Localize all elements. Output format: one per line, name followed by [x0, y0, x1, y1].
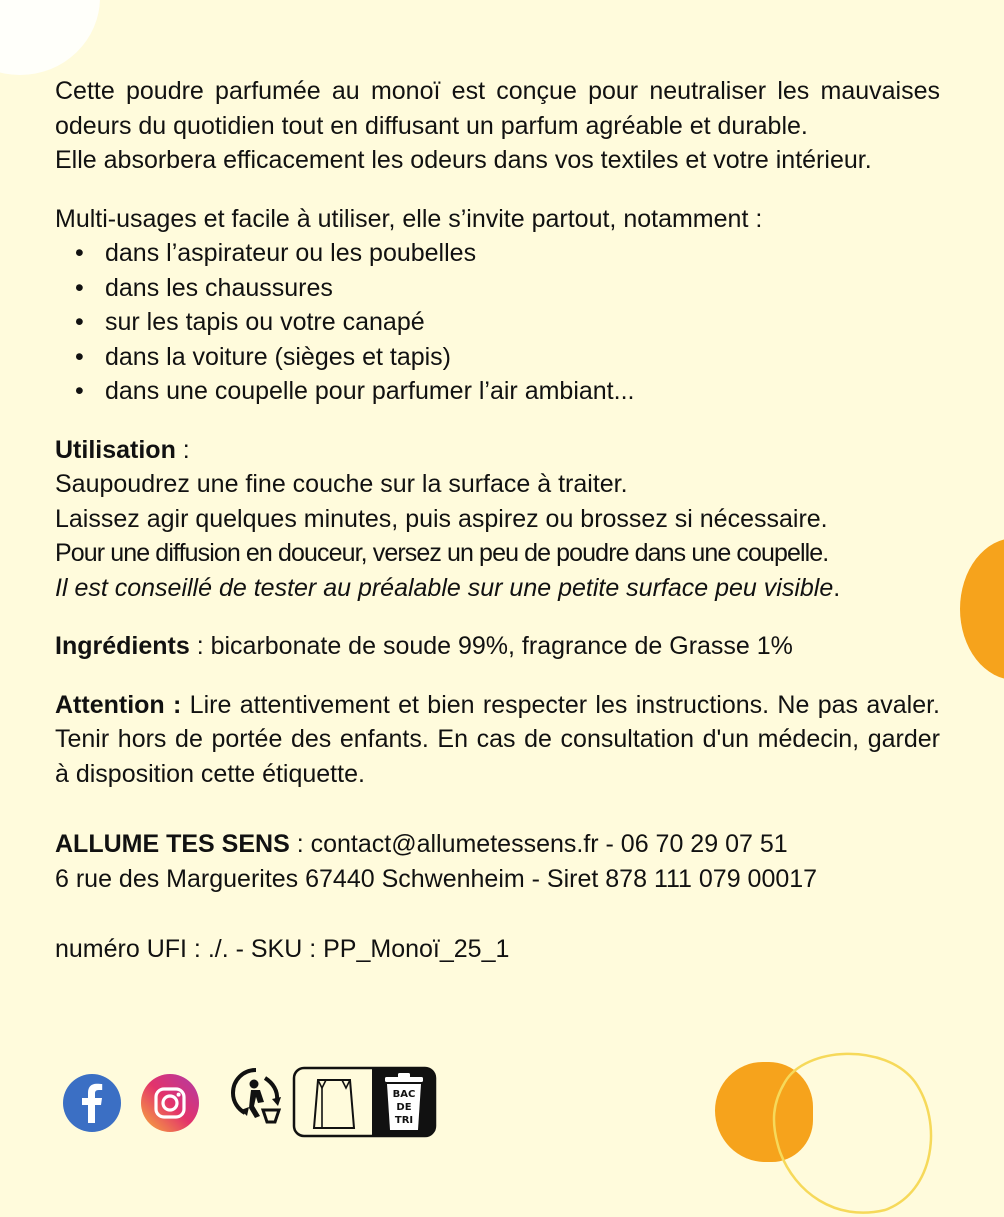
- utilisation-heading: [55, 433, 940, 468]
- company-contact-text: : contact@allumetessens.fr - 06 70 29 07 51: [289, 830, 788, 858]
- instagram-icon[interactable]: [140, 1073, 200, 1133]
- intro-paragraph-2: Elle absorbera efficacement les odeurs dans vos textiles et votre intérieur.: [55, 146, 872, 174]
- ingredients-text: : bicarbonate de soude 99%, fragrance de Grasse 1%: [189, 632, 793, 660]
- label-text: [55, 74, 940, 967]
- bac-label-1: BAC: [392, 1089, 416, 1100]
- utilisation-note: [55, 571, 940, 606]
- uses-lead: Multi-usages et facile à utiliser, elle s’invite partout, notamment :: [55, 204, 763, 233]
- recycling-badge: [292, 1066, 437, 1138]
- utilisation-note-text: Il est conseillé de tester au préalable sur une petite surface peu visible: [55, 573, 834, 602]
- bac-de-tri-icon: [385, 1073, 423, 1130]
- uses-item: • dans la voiture (sièges et tapis): [105, 340, 940, 375]
- uses-item: • dans l’aspirateur ou les poubelles: [105, 236, 940, 271]
- attention: [55, 688, 940, 792]
- uses-item: • sur les tapis ou votre canapé: [105, 305, 940, 340]
- utilisation-note-end: .: [833, 573, 841, 602]
- decor-ring: [765, 1042, 940, 1217]
- company-name: ALLUME TES SENS: [55, 830, 290, 858]
- uses-item: • dans les chaussures: [105, 271, 940, 306]
- decor-circle-top-left: [0, 0, 100, 75]
- triman-icon: [227, 1066, 285, 1128]
- ingredients: [55, 629, 940, 664]
- uses-item: • dans une coupelle pour parfumer l’air ambiant...: [105, 374, 940, 409]
- utilisation-label: Utilisation: [55, 435, 176, 464]
- attention-label: Attention :: [55, 690, 182, 719]
- ufi-sku: numéro UFI : ./. - SKU : PP_Monoï_25_1: [55, 935, 510, 963]
- utilisation-line: Pour une diffusion en douceur, versez un peu de poudre dans une coupelle.: [55, 539, 829, 567]
- utilisation-line: Laissez agir quelques minutes, puis aspirez ou brossez si nécessaire.: [55, 504, 828, 533]
- bac-label-3: TRI: [394, 1115, 414, 1126]
- attention-text: Lire attentivement et bien respecter les instructions. Ne pas avaler. Tenir hors de portée des enfants. En cas de consultation d'un médecin, garder à disposition cette étiquette.: [55, 690, 941, 788]
- ingredients-label: Ingrédients: [55, 632, 190, 660]
- facebook-icon[interactable]: [62, 1073, 122, 1133]
- uses-list: [55, 236, 940, 409]
- bac-label-2: DE: [396, 1102, 412, 1113]
- intro-paragraph-1: Cette poudre parfumée au monoï est conçue pour neutraliser les mauvaises odeurs du quotidien tout en diffusant un parfum agréable et durable.: [55, 77, 940, 140]
- utilisation-sep: :: [175, 435, 190, 464]
- company-address: 6 rue des Marguerites 67440 Schwenheim - Siret 878 111 079 00017: [55, 864, 818, 893]
- decor-blob-right: [960, 538, 1004, 680]
- utilisation-line: Saupoudrez une fine couche sur la surface à traiter.: [55, 470, 628, 498]
- company-contact: [55, 827, 940, 862]
